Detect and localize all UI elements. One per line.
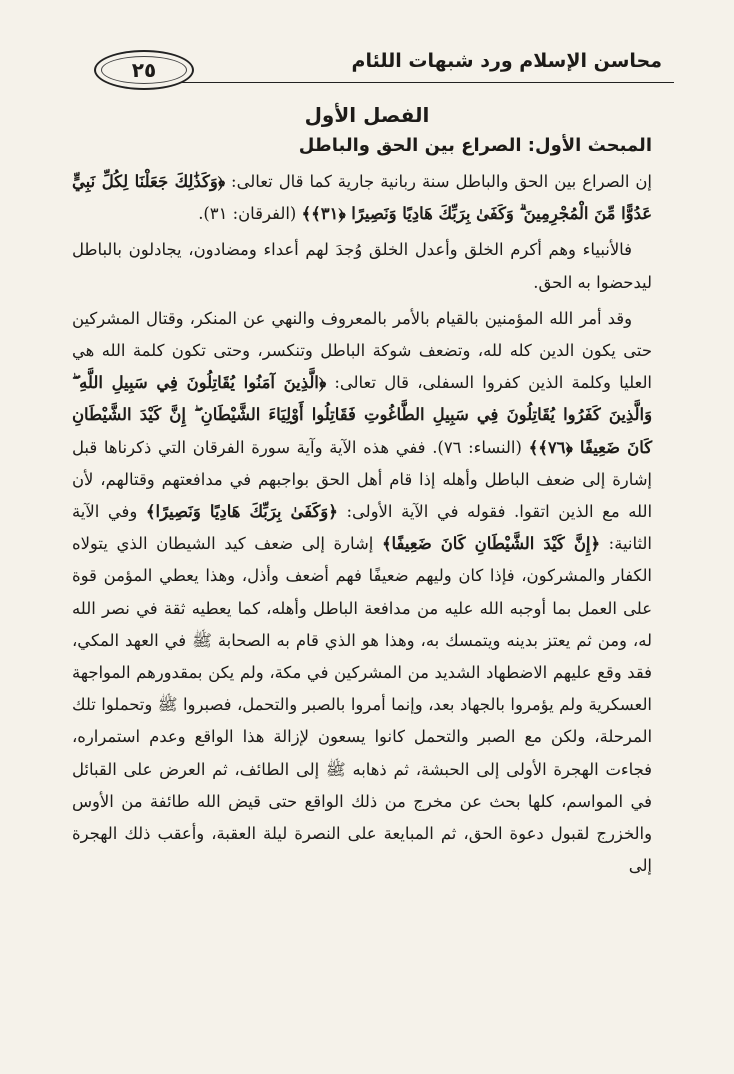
body-text [72, 166, 652, 886]
paragraph-3-continuation-3: إشارة إلى ضعف كيد الشيطان الذي يتولاه الكفار والمشركون، فإذا كان وليهم ضعيفًا فهم أضعف وأذل، وهذا يعطي المؤمن قوة على العمل بما أوجبه الله عليه من مدافعة الباطل وأهله، كما يعطيه ثقة في نصر الله له، ومن ثم يعتز بدينه ويتمسك به، وهذا هو الذي قام به الصحابة ﷺ في العهد المكي، فقد وقع عليهم الاضطهاد الشديد من المشركين في مكة، ولم يكن بمقدورهم المواجهة العسكرية ولم يؤمروا بالجهاد بعد، وإنما أمروا بالصبر والتحمل، فصبروا ﷺ وتحملوا تلك المرحلة، ولكن مع الصبر والتحمل كانوا يسعون لإزالة هذا الواقع وعدم استمراره، فجاءت الهجرة الأولى إلى الحبشة، ثم ذهابه ﷺ إلى الطائف، ثم العرض على القبائل في المواسم، كلها بحث عن مخرج من ذلك الواقع حتى قيض الله طائفة من الأوس والخزرج لقبول دعوة الحق، ثم المبايعة على النصرة ليلة العقبة، وأعقب ذلك الهجرة إلى [72, 534, 652, 876]
paragraph-3 [72, 303, 652, 883]
paragraph-3-text: وقد أمر الله المؤمنين بالقيام بالأمر بالمعروف والنهي عن المنكر، وقتال المشركين حتى يكون الدين كله لله، وتضعف شوكة الباطل وتنكسر، وحتى تكون كلمة الله هي العليا وكلمة الذين كفروا السفلى، قال تعالى: [72, 308, 652, 393]
verse-reference-furqan: (الفرقان: ٣١). [198, 204, 297, 224]
quran-excerpt-first-verse: ﴿وَكَفَىٰ بِرَبِّكَ هَادِيًا وَنَصِيرًا﴾ [145, 502, 338, 522]
quran-verse-nisa-76: ﴿الَّذِينَ آمَنُوا يُقَاتِلُونَ فِي سَبِيلِ اللَّهِ ۖ وَالَّذِينَ كَفَرُوا يُقَاتِلُونَ فِي سَبِيلِ الطَّاغُوتِ فَقَاتِلُوا أَوْلِيَاءَ الشَّيْطَانِ ۖ إِنَّ كَيْدَ الشَّيْطَانِ كَانَ ضَعِيفًا ﴿٧٦﴾﴾ [72, 373, 652, 457]
chapter-title: الفصل الأول [304, 103, 430, 127]
section-title: المبحث الأول: الصراع بين الحق والباطل [298, 135, 652, 156]
page-number-ornament [94, 50, 194, 90]
quran-verse-furqan-31: ﴿وَكَذَٰلِكَ جَعَلْنَا لِكُلِّ نَبِيٍّ عَدُوًّا مِّنَ الْمُجْرِمِينَ ۗ وَكَفَىٰ بِرَبِّكَ هَادِيًا وَنَصِيرًا ﴿٣١﴾﴾ [72, 172, 652, 224]
paragraph-3-continuation: ففي هذه الآية وآية سورة الفرقان التي ذكرناها قبل إشارة إلى ضعف الباطل وأهله إذا قام أهل الحق بواجبهم في مدافعتهم وقتالهم، لأن الله مع الذين اتقوا. فقوله في الآية الأولى: [72, 437, 652, 522]
verse-reference-nisa: (النساء: ٧٦). [432, 437, 522, 457]
quran-excerpt-second-verse: ﴿إِنَّ كَيْدَ الشَّيْطَانِ كَانَ ضَعِيفًا﴾ [381, 534, 601, 554]
paragraph-1 [72, 166, 652, 230]
page-number: ٢٥ [131, 58, 157, 82]
paragraph-2-text: فالأنبياء وهم أكرم الخلق وأعدل الخلق وُجدَ لهم أعداء ومضادون، يجادلون بالباطل ليدحضوا به الحق. [72, 240, 652, 292]
running-title: محاسن الإسلام ورد شبهات اللئام [351, 50, 662, 72]
header-rule [140, 82, 674, 83]
running-header [80, 46, 674, 92]
paragraph-1-text: إن الصراع بين الحق والباطل سنة ربانية جارية كما قال تعالى: [231, 172, 652, 191]
paragraph-3-continuation-2: وفي الآية الثانية: [72, 502, 652, 554]
paragraph-2 [72, 234, 652, 298]
